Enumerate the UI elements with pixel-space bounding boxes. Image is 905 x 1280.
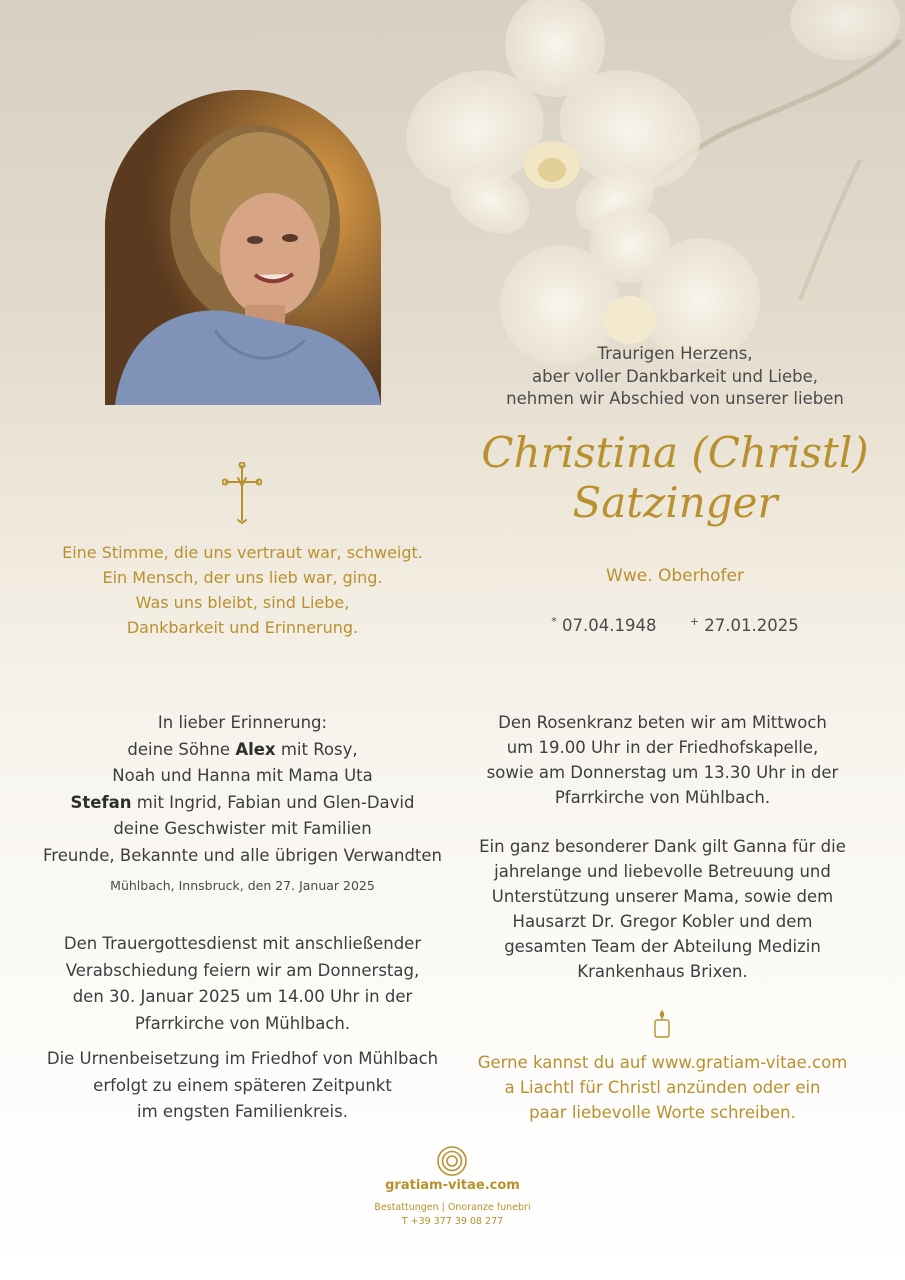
- life-dates: [460, 615, 890, 635]
- funeral-service-info: [20, 931, 465, 1037]
- quote-line: Eine Stimme, die uns vertraut war, schweigt.: [62, 543, 423, 562]
- candle-icon: [652, 1010, 672, 1038]
- footer-tagline: Bestattungen | Onoranze funebri: [374, 1202, 531, 1213]
- service-line: Den Trauergottesdienst mit anschließender: [63, 934, 422, 953]
- death-date: 27.01.2025: [704, 616, 799, 635]
- family-line-6: Freunde, Bekannte und alle übrigen Verwandten: [42, 845, 442, 865]
- deceased-name: [460, 428, 890, 528]
- deceased-name-line-1: Christina (Christl): [481, 428, 869, 477]
- footer-phone: T +39 377 39 08 277: [401, 1216, 504, 1227]
- footer-website[interactable]: gratiam-vitae.com: [385, 1178, 520, 1193]
- son-name: Stefan: [70, 792, 132, 812]
- intro-text: [460, 343, 890, 411]
- urn-line: Die Urnenbeisetzung im Friedhof von Mühlbach: [46, 1049, 439, 1068]
- portrait-image: [105, 90, 381, 405]
- family-line-5: deine Geschwister mit Familien: [113, 819, 372, 838]
- thanks-text: [460, 834, 865, 984]
- intro-line-1: Traurigen Herzens,: [597, 344, 753, 363]
- family-line-2: [20, 737, 465, 764]
- thanks-line: Unterstützung unserer Mama, sowie dem: [491, 887, 834, 906]
- service-line: Pfarrkirche von Mühlbach.: [134, 1013, 351, 1033]
- rosary-line: Den Rosenkranz beten wir am Mittwoch: [498, 713, 827, 732]
- deceased-name-line-2: Satzinger: [572, 478, 778, 527]
- thanks-line: Hausarzt Dr. Gregor Kobler und dem: [512, 912, 813, 931]
- service-line: den 30. Januar 2025 um 14.00 Uhr in der: [72, 987, 413, 1006]
- quote-line: Dankbarkeit und Erinnerung.: [126, 618, 359, 637]
- intro-line-3: nehmen wir Abschied von unserer lieben: [506, 389, 844, 408]
- online-condolence-text: [460, 1050, 865, 1125]
- online-line: paar liebevolle Worte schreiben.: [529, 1103, 796, 1122]
- family-text: mit Rosy,: [275, 739, 358, 759]
- widow-name: Wwe. Oberhofer: [606, 566, 744, 586]
- thanks-line: Ein ganz besonderer Dank gilt Ganna für die: [479, 837, 846, 856]
- thanks-line: Krankenhaus Brixen.: [577, 962, 748, 981]
- birth-symbol: *: [551, 615, 557, 628]
- online-line: a Liachtl für Christl anzünden oder ein: [504, 1078, 821, 1097]
- rosary-line: um 19.00 Uhr in der Friedhofskapelle,: [506, 738, 819, 757]
- thanks-line: gesamten Team der Abteilung Medizin: [504, 937, 821, 956]
- quote-line: Ein Mensch, der uns lieb war, ging.: [102, 568, 383, 587]
- family-text: mit Ingrid, Fabian und Glen-David: [131, 792, 415, 812]
- birth-date-group: [551, 616, 656, 635]
- logo-icon: [436, 1145, 468, 1177]
- family-list: [20, 710, 465, 869]
- family-text: deine Söhne: [127, 739, 236, 759]
- urn-line: im engsten Familienkreis.: [137, 1102, 348, 1121]
- rosary-line: Pfarrkirche von Mühlbach.: [554, 788, 771, 807]
- rosary-info: [460, 710, 865, 810]
- death-symbol: +: [689, 615, 699, 628]
- memorial-quote: [20, 540, 465, 640]
- online-line: Gerne kannst du auf www.gratiam-vitae.com: [477, 1053, 848, 1072]
- place-and-date: Mühlbach, Innsbruck, den 27. Januar 2025: [110, 878, 375, 893]
- birth-date: 07.04.1948: [562, 616, 657, 635]
- quote-line: Was uns bleibt, sind Liebe,: [135, 593, 350, 612]
- rosary-line: sowie am Donnerstag um 13.30 Uhr in der: [486, 763, 839, 782]
- service-line: Verabschiedung feiern wir am Donnerstag,: [65, 960, 420, 980]
- portrait-photo: [105, 90, 381, 405]
- urn-line: erfolgt zu einem späteren Zeitpunkt: [93, 1075, 392, 1095]
- urn-burial-info: [20, 1046, 465, 1126]
- cross-icon: [222, 462, 262, 524]
- intro-line-2: aber voller Dankbarkeit und Liebe,: [531, 366, 819, 386]
- family-line-4: [20, 790, 465, 817]
- thanks-line: jahrelange und liebevolle Betreuung und: [494, 862, 831, 881]
- death-date-group: [690, 616, 799, 635]
- family-line-3: Noah und Hanna mit Mama Uta: [112, 766, 373, 785]
- family-line-1: In lieber Erinnerung:: [157, 713, 328, 732]
- son-name: Alex: [235, 739, 276, 759]
